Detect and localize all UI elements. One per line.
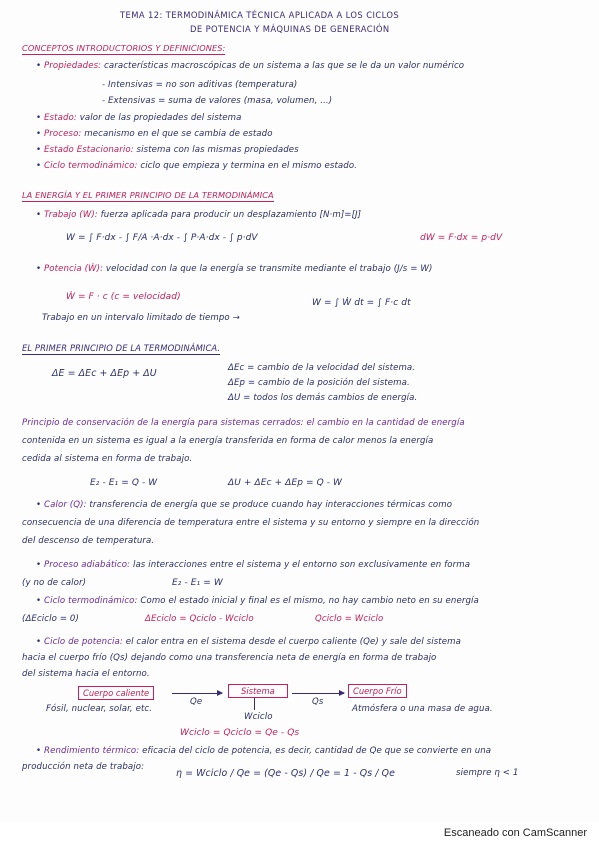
- trabajo-diff: dW = F·dx = p·dV: [420, 233, 503, 243]
- intensivas-item: - Intensivas = no son aditivas (temperatura): [102, 80, 298, 90]
- calor-item: • Calor (Q): transferencia de energía que se produce cuando hay interacciones térmicas como: [36, 500, 452, 510]
- extensivas-item: - Extensivas = suma de valores (masa, volumen, ...): [102, 96, 333, 106]
- section-1-heading: CONCEPTOS INTRODUCTORIOS Y DEFINICIONES:: [22, 43, 226, 53]
- rendimiento-line-2: producción neta de trabajo:: [22, 762, 145, 772]
- trabajo-intervalo: Trabajo en un intervalo limitado de tiempo →: [42, 313, 240, 323]
- cold-examples: Atmósfera o una masa de agua.: [352, 704, 493, 714]
- wciclo-arrow: [254, 698, 255, 710]
- adiabatico-item: • Proceso adiabático: las interacciones entre el sistema y el entorno son exclusivamente en forma: [36, 560, 470, 570]
- trabajo-formula: W = ∫ F·dx - ∫ F/A ·A·dx - ∫ P·A·dx - ∫ p·dV: [66, 233, 258, 243]
- def-dec: ΔEc = cambio de la velocidad del sistema.: [228, 363, 416, 373]
- header-line-2: DE POTENCIA Y MÁQUINAS DE GENERACIÓN: [190, 24, 390, 34]
- qe-label: Qe: [190, 697, 203, 707]
- estacionario-item: • Estado Estacionario: sistema con las mismas propiedades: [36, 145, 299, 155]
- wciclo-eq: Wciclo = Qciclo = Qe - Qs: [180, 728, 300, 738]
- cuerpo-frio-box: Cuerpo Frío: [348, 684, 407, 698]
- ciclo-potencia-item: • Ciclo de potencia: el calor entra en el sistema desde el cuerpo caliente (Qe) y sale del sistema: [36, 637, 461, 647]
- ciclo-termo-item: • Ciclo termodinámico: Como el estado inicial y final es el mismo, no hay cambio neto en su energía: [36, 596, 479, 606]
- propiedades-item: • Propiedades: características macroscópicas de un sistema a las que se le da un valor numérico: [36, 61, 464, 71]
- eq-du: ΔU + ΔEc + ΔEp = Q - W: [228, 478, 343, 488]
- def-dep: ΔEp = cambio de la posición del sistema.: [228, 378, 410, 388]
- rendimiento-eq: η = Wciclo / Qe = (Qe - Qs) / Qe = 1 - Qs / Qe: [176, 768, 395, 779]
- potencia-integral: W = ∫ Ẇ dt = ∫ F·c dt: [312, 298, 411, 308]
- trabajo-item: • Trabajo (W): fuerza aplicada para producir un desplazamiento [N·m]=[J]: [36, 210, 361, 220]
- section-2-heading: LA ENERGÍA Y EL PRIMER PRINCIPIO DE LA TERMODINÁMICA: [22, 190, 274, 200]
- calor-line-2: consecuencia de una diferencia de temperatura entre el sistema y su entorno y siempre en la dirección: [22, 518, 480, 528]
- principio-line-3: cedida al sistema en forma de trabajo.: [22, 454, 193, 464]
- potencia-item: • Potencia (Ẇ): velocidad con la que la energía se transmite mediante el trabajo (J/s = W): [36, 264, 432, 274]
- ciclo-eq-2: ΔEciclo = Qciclo - Wciclo: [145, 614, 254, 624]
- qs-label: Qs: [312, 697, 324, 707]
- potencia-line-2: hacia el cuerpo frío (Qs) dejando como una transferencia neta de energía en forma de trabajo: [22, 653, 437, 663]
- rendimiento-item: • Rendimiento térmico: eficacia del ciclo de potencia, es decir, cantidad de Qe que se convierte en una: [36, 746, 491, 756]
- potencia-line-3: del sistema hacia el entorno.: [22, 669, 150, 679]
- estado-item: • Estado: valor de las propiedades del sistema: [36, 113, 241, 123]
- principio-line-1: Principio de conservación de la energía para sistemas cerrados: el cambio en la cantidad de energía: [22, 418, 465, 428]
- qe-arrow: [172, 693, 222, 694]
- eq-energy-total: ΔE = ΔEc + ΔEp + ΔU: [52, 368, 157, 379]
- sistema-box: Sistema: [228, 684, 288, 698]
- rendimiento-note: siempre η < 1: [456, 768, 519, 778]
- scanner-footer: [0, 822, 599, 848]
- header-line-1: TEMA 12: TERMODINÁMICA TÉCNICA APLICADA A LOS CICLOS: [120, 10, 400, 20]
- adiabatico-line-2: (y no de calor): [22, 578, 87, 588]
- ciclo-eq-1: (ΔEciclo = 0): [22, 614, 79, 624]
- potencia-formula: Ẇ = F · c (c = velocidad): [66, 292, 181, 302]
- principio-line-2: contenida en un sistema es igual a la energía transferida en forma de calor menos la energía: [22, 436, 434, 446]
- proceso-item: • Proceso: mecanismo en el que se cambia de estado: [36, 129, 273, 139]
- ciclo-item: • Ciclo termodinámico: ciclo que empieza y termina en el mismo estado.: [36, 161, 357, 171]
- wciclo-label: Wciclo: [244, 712, 273, 722]
- hot-examples: Fósil, nuclear, solar, etc.: [46, 704, 153, 714]
- calor-line-3: del descenso de temperatura.: [22, 536, 155, 546]
- eq-e2-e1: E₂ - E₁ = Q - W: [90, 478, 158, 488]
- adiabatico-eq: E₂ - E₁ = W: [172, 578, 223, 588]
- def-du: ΔU = todos los demás cambios de energía.: [228, 393, 418, 403]
- section-3-heading: EL PRIMER PRINCIPIO DE LA TERMODINÁMICA.: [22, 343, 221, 353]
- scanner-watermark: Escaneado con CamScanner: [443, 827, 587, 839]
- cuerpo-caliente-box: Cuerpo caliente: [78, 686, 154, 700]
- ciclo-eq-3: Qciclo = Wciclo: [315, 614, 384, 624]
- qs-arrow: [292, 693, 344, 694]
